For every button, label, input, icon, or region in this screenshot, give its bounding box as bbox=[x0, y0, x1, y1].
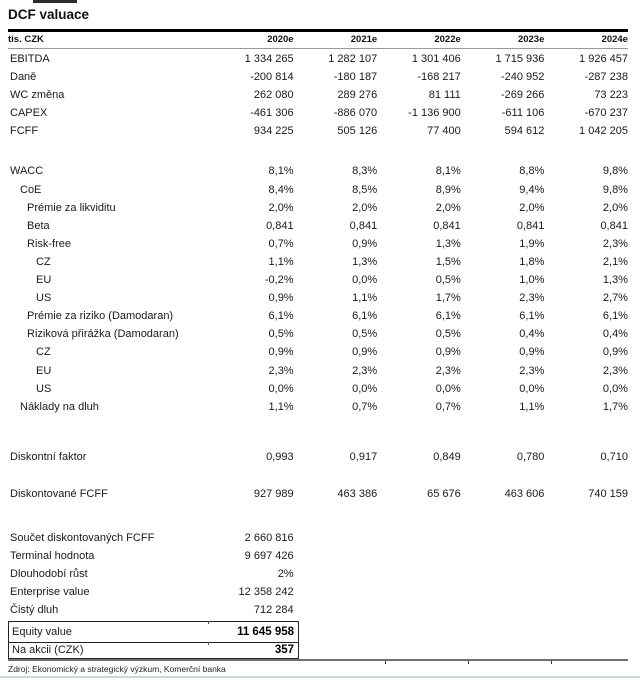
per-share-label: Na akcii (CZK) bbox=[12, 644, 84, 657]
cell-value: -269 266 bbox=[500, 89, 545, 102]
row-label: CoE bbox=[20, 183, 42, 196]
cell-boundary-tick bbox=[208, 621, 209, 624]
row-label: Čistý dluh bbox=[10, 603, 59, 616]
cell-value: -168 217 bbox=[417, 71, 461, 84]
row-label: US bbox=[36, 382, 52, 395]
cell-value: 0,9% bbox=[352, 237, 378, 250]
row-label: Diskontované FCFF bbox=[10, 487, 108, 500]
cell-value: 65 676 bbox=[427, 487, 461, 500]
cell-value: 1 334 265 bbox=[244, 53, 294, 65]
cell-value: 0,4% bbox=[602, 328, 628, 341]
cell-value: 6,1% bbox=[352, 310, 378, 323]
row-label: Daně bbox=[10, 71, 37, 84]
row-label: CAPEX bbox=[10, 107, 48, 120]
table-flow bbox=[8, 50, 628, 659]
cell-value: 463 606 bbox=[504, 487, 545, 500]
table-row bbox=[8, 448, 628, 466]
cell-value: 1 715 936 bbox=[495, 53, 545, 65]
cell-value: 1 042 205 bbox=[579, 125, 628, 138]
cell-value: 77 400 bbox=[427, 125, 461, 138]
column-boundary-tick bbox=[468, 661, 469, 664]
cell-value: 262 080 bbox=[253, 89, 294, 102]
cell-value: 2,3% bbox=[435, 364, 461, 377]
cell-value: 9,8% bbox=[602, 183, 628, 196]
cell-value: 505 126 bbox=[337, 125, 378, 138]
cell-value: 1,1% bbox=[519, 400, 545, 413]
column-boundary-tick bbox=[551, 661, 552, 664]
row-label: EU bbox=[36, 274, 52, 287]
cell-value: -287 238 bbox=[584, 71, 628, 84]
cell-value: 8,4% bbox=[268, 183, 294, 196]
cell-value: -886 070 bbox=[333, 107, 378, 120]
per-share-box bbox=[8, 642, 299, 659]
cell-value: 1,9% bbox=[519, 237, 545, 250]
page-bottom-faint-line bbox=[0, 676, 640, 678]
cell-value: 0,841 bbox=[516, 219, 545, 232]
cell-value: 0,0% bbox=[602, 382, 628, 395]
cell-value: 6,1% bbox=[602, 310, 628, 323]
cell-value: 463 386 bbox=[337, 487, 378, 500]
unit-label: tis. CZK bbox=[8, 34, 44, 45]
table-row bbox=[8, 86, 628, 104]
cell-value: -180 187 bbox=[333, 71, 378, 84]
row-label: Součet diskontovaných FCFF bbox=[10, 531, 155, 544]
table-row bbox=[8, 307, 628, 325]
row-label: Enterprise value bbox=[10, 585, 90, 598]
cell-value: 12 358 242 bbox=[238, 585, 294, 598]
cell-value: 0,5% bbox=[268, 328, 294, 341]
cell-value: 8,1% bbox=[435, 165, 461, 178]
source-note: Zdroj: Ekonomický a strategický výzkum, Komerční banka bbox=[8, 664, 226, 674]
page-title: DCF valuace bbox=[8, 7, 90, 22]
title-divider-rule bbox=[8, 29, 628, 32]
header-divider-rule bbox=[8, 48, 628, 49]
cell-value: 6,1% bbox=[435, 310, 461, 323]
row-label: Beta bbox=[27, 219, 50, 232]
cell-value: 0,841 bbox=[600, 219, 628, 232]
cell-value: 712 284 bbox=[253, 603, 294, 616]
cell-value: 1,5% bbox=[435, 255, 461, 268]
summary-row bbox=[8, 601, 628, 619]
cell-value: 2,3% bbox=[602, 364, 628, 377]
cell-value: 0,4% bbox=[519, 328, 545, 341]
cell-value: 9,4% bbox=[519, 183, 545, 196]
row-label: Riziková přirážka (Damodaran) bbox=[27, 328, 179, 341]
equity-value-label: Equity value bbox=[12, 625, 72, 638]
cell-value: 1,0% bbox=[519, 274, 545, 287]
cell-value: 0,0% bbox=[268, 382, 294, 395]
summary-row bbox=[8, 529, 628, 547]
summary-section bbox=[8, 529, 628, 619]
table-row bbox=[8, 217, 628, 235]
row-label: EU bbox=[36, 364, 52, 377]
table-row bbox=[8, 50, 628, 68]
cell-value: 0,0% bbox=[435, 382, 461, 395]
cell-value: 289 276 bbox=[337, 89, 378, 102]
cell-value: 8,1% bbox=[268, 165, 294, 178]
cell-value: 0,0% bbox=[519, 382, 545, 395]
cell-value: 81 111 bbox=[428, 89, 461, 102]
cell-value: 2,0% bbox=[519, 201, 545, 214]
cell-value: 1,3% bbox=[435, 237, 461, 250]
row-label: Náklady na dluh bbox=[20, 400, 99, 413]
cell-value: 2,3% bbox=[519, 292, 545, 305]
table-row bbox=[8, 181, 628, 199]
year-header-2021e: 2021e bbox=[350, 34, 378, 45]
cell-value: 2,3% bbox=[602, 237, 628, 250]
cell-value: 8,3% bbox=[352, 165, 378, 178]
cell-value: 1,7% bbox=[602, 400, 628, 413]
cell-value: 934 225 bbox=[253, 125, 294, 138]
cell-value: 0,9% bbox=[268, 346, 294, 359]
cell-value: 1 301 406 bbox=[411, 53, 461, 65]
row-label: Dlouhodobí růst bbox=[10, 567, 88, 580]
row-label: FCFF bbox=[10, 125, 39, 138]
table-row bbox=[8, 398, 628, 416]
cell-value: 0,9% bbox=[435, 346, 461, 359]
cell-value: 0,9% bbox=[519, 346, 545, 359]
cell-value: -200 814 bbox=[250, 71, 294, 84]
cell-value: -461 306 bbox=[250, 107, 294, 120]
table-row bbox=[8, 271, 628, 289]
cell-value: 2,1% bbox=[602, 255, 628, 268]
year-header-2022e: 2022e bbox=[434, 34, 461, 45]
cell-value: 0,710 bbox=[600, 450, 628, 463]
table-bottom-rule bbox=[8, 659, 628, 661]
cell-value: 1,3% bbox=[352, 255, 378, 268]
cell-value: 1,1% bbox=[352, 292, 378, 305]
cell-value: 1,1% bbox=[268, 400, 294, 413]
row-label: Diskontní faktor bbox=[10, 450, 87, 463]
row-label: Prémie za riziko (Damodaran) bbox=[27, 310, 174, 323]
cell-value: 8,9% bbox=[435, 183, 461, 196]
cell-value: 9,8% bbox=[602, 165, 628, 178]
cell-value: 0,849 bbox=[433, 450, 461, 463]
cell-value: 2,3% bbox=[352, 364, 378, 377]
table-row bbox=[8, 104, 628, 122]
cell-value: 0,5% bbox=[435, 274, 461, 287]
cell-value: 0,7% bbox=[268, 237, 294, 250]
row-label: CZ bbox=[36, 346, 51, 359]
equity-value-box bbox=[8, 621, 299, 643]
cell-value: 0,917 bbox=[349, 450, 378, 463]
cell-value: 1,8% bbox=[519, 255, 545, 268]
cell-value: 0,841 bbox=[349, 219, 378, 232]
cell-value: 2,3% bbox=[268, 364, 294, 377]
cell-value: 0,0% bbox=[352, 274, 378, 287]
cell-value: 0,993 bbox=[266, 450, 294, 463]
table-row bbox=[8, 485, 628, 503]
cell-value: 2,7% bbox=[602, 292, 628, 305]
equity-value-amount: 11 645 958 bbox=[237, 625, 294, 638]
cell-value: -611 106 bbox=[501, 107, 545, 120]
year-header-2024e: 2024e bbox=[601, 34, 628, 45]
cell-value: 6,1% bbox=[519, 310, 545, 323]
column-boundary-tick bbox=[385, 661, 386, 664]
row-label: Terminal hodnota bbox=[10, 549, 95, 562]
cell-value: 594 612 bbox=[504, 125, 545, 138]
table-row bbox=[8, 343, 628, 361]
cell-value: 2,0% bbox=[268, 201, 294, 214]
cell-value: 9 697 426 bbox=[244, 549, 294, 562]
cell-value: 8,5% bbox=[352, 183, 378, 196]
table-header-row bbox=[8, 33, 628, 47]
cell-value: 1 926 457 bbox=[579, 53, 628, 65]
cell-value: 2% bbox=[277, 567, 294, 580]
cell-value: 0,9% bbox=[268, 292, 294, 305]
per-share-amount: 357 bbox=[274, 644, 294, 657]
year-header-2020e: 2020e bbox=[267, 34, 294, 45]
cell-value: 2,0% bbox=[602, 201, 628, 214]
table-row bbox=[8, 380, 628, 398]
row-label: CZ bbox=[36, 255, 51, 268]
cell-value: 740 159 bbox=[588, 487, 628, 500]
cell-value: 0,780 bbox=[516, 450, 545, 463]
row-label: WC změna bbox=[10, 89, 65, 102]
table-row bbox=[8, 289, 628, 307]
table-row bbox=[8, 362, 628, 380]
cell-value: 73 223 bbox=[594, 89, 628, 102]
cell-value: -240 952 bbox=[500, 71, 545, 84]
table-row bbox=[8, 122, 628, 140]
row-label: Risk-free bbox=[27, 237, 72, 250]
cell-value: 8,8% bbox=[519, 165, 545, 178]
cell-value: 6,1% bbox=[268, 310, 294, 323]
row-label: WACC bbox=[10, 165, 44, 178]
cell-value: 0,9% bbox=[602, 346, 628, 359]
summary-row bbox=[8, 565, 628, 583]
cell-value: 0,7% bbox=[435, 400, 461, 413]
cell-value: 1 282 107 bbox=[328, 53, 378, 65]
cell-value: 2,0% bbox=[435, 201, 461, 214]
cell-value: 2,0% bbox=[352, 201, 378, 214]
cell-value: -1 136 900 bbox=[408, 107, 461, 120]
row-label: US bbox=[36, 292, 52, 305]
cell-value: 1,1% bbox=[268, 255, 294, 268]
table-row bbox=[8, 162, 628, 180]
table-row bbox=[8, 325, 628, 343]
summary-row bbox=[8, 547, 628, 565]
table-body bbox=[8, 50, 628, 503]
cell-value: 927 989 bbox=[253, 487, 294, 500]
summary-row bbox=[8, 583, 628, 601]
cell-value: 0,841 bbox=[266, 219, 294, 232]
row-label: Prémie za likviditu bbox=[27, 201, 116, 214]
cell-value: 0,5% bbox=[435, 328, 461, 341]
cell-value: 0,9% bbox=[352, 346, 378, 359]
cell-value: 1,3% bbox=[602, 274, 628, 287]
cell-value: 0,841 bbox=[433, 219, 461, 232]
cell-value: 1,7% bbox=[435, 292, 461, 305]
year-header-2023e: 2023e bbox=[517, 34, 545, 45]
cell-value: 0,5% bbox=[352, 328, 378, 341]
cell-value: 0,7% bbox=[352, 400, 378, 413]
top-edge-fragment bbox=[33, 0, 77, 3]
cell-value: 0,0% bbox=[352, 382, 378, 395]
row-label: EBITDA bbox=[10, 53, 50, 65]
cell-value: -670 237 bbox=[584, 107, 628, 120]
table-row bbox=[8, 253, 628, 271]
cell-boundary-tick bbox=[208, 642, 209, 645]
table-row bbox=[8, 235, 628, 253]
cell-value: -0,2% bbox=[264, 274, 294, 287]
cell-value: 2 660 816 bbox=[244, 531, 294, 544]
table-row bbox=[8, 68, 628, 86]
cell-value: 2,3% bbox=[519, 364, 545, 377]
table-row bbox=[8, 199, 628, 217]
